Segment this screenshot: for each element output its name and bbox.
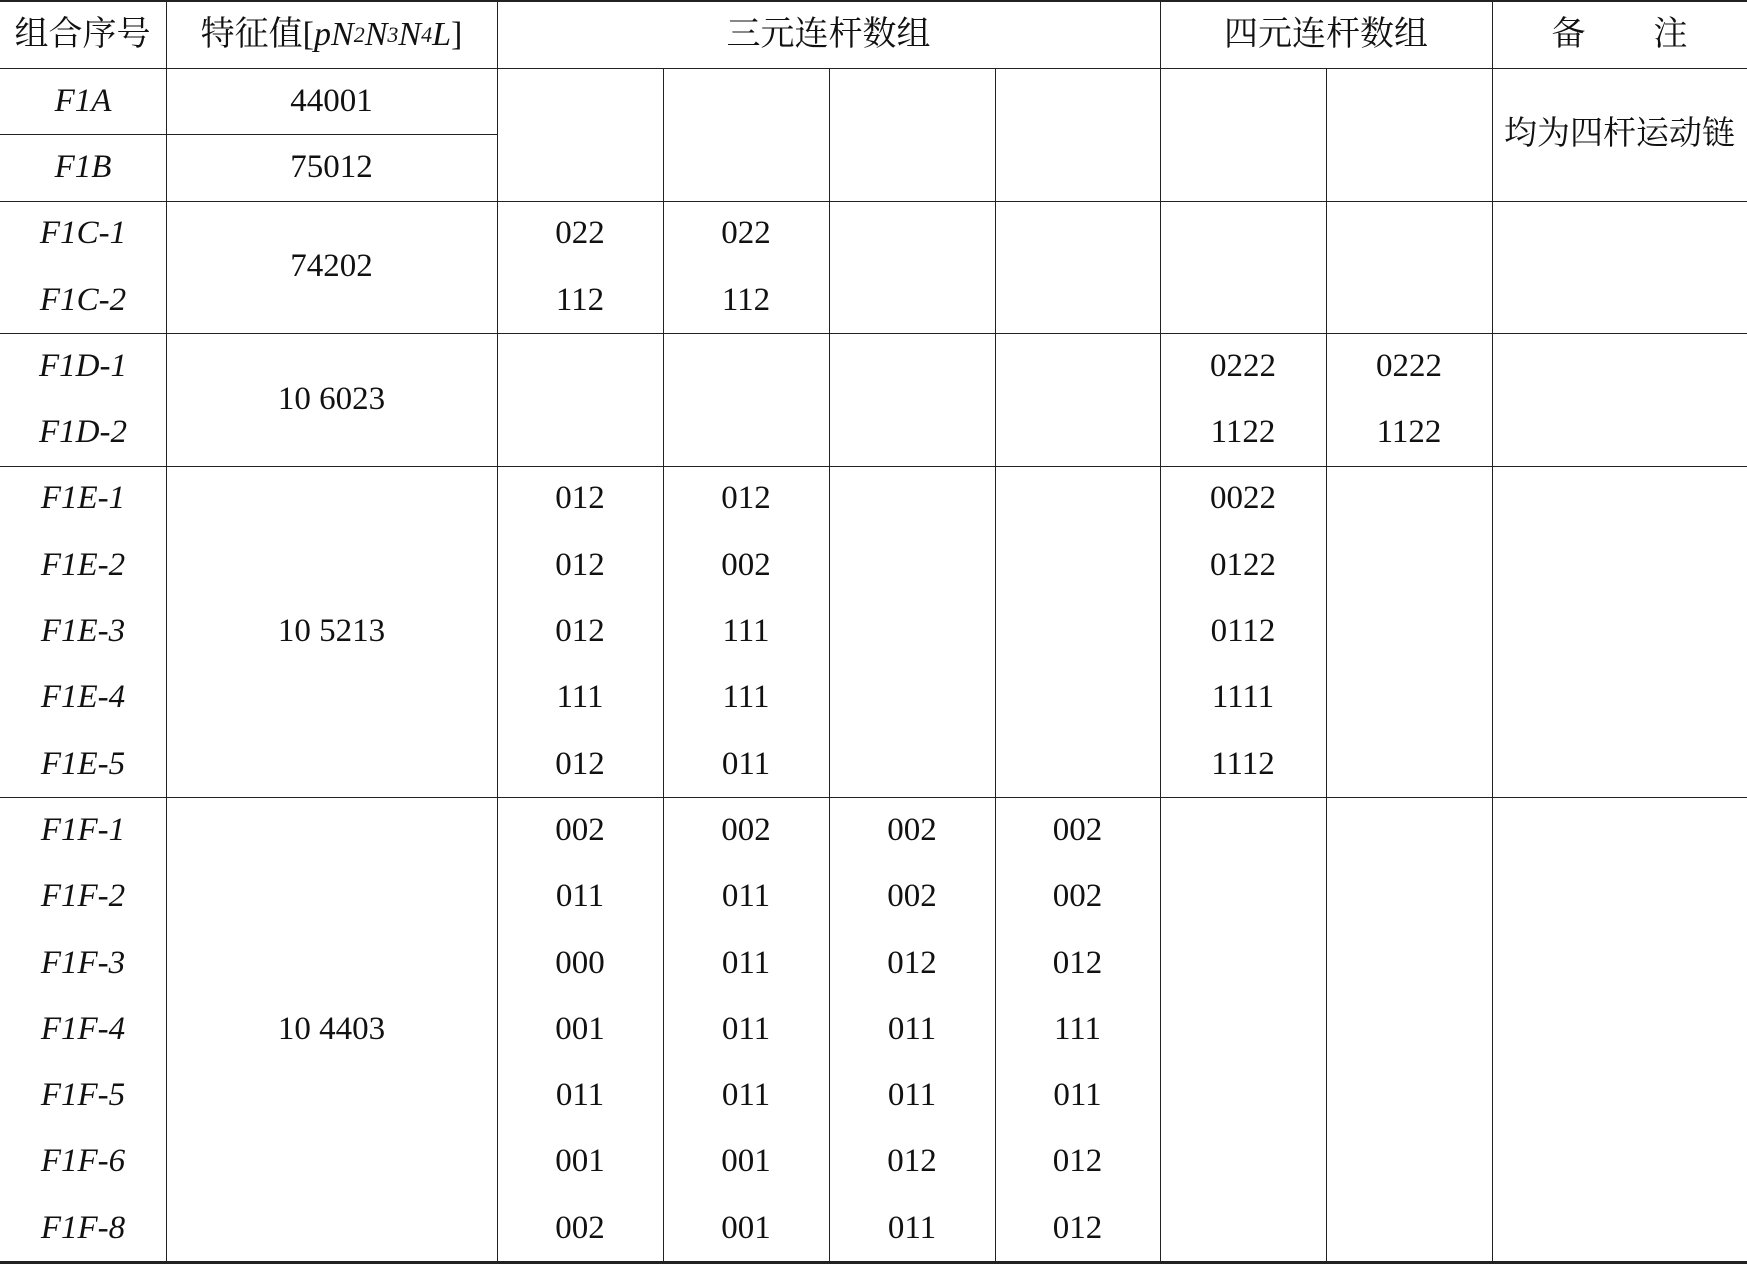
- ternary-value: 112: [555, 281, 605, 318]
- row-id: F1D-1: [39, 347, 127, 384]
- row-id: F1F-1: [40, 811, 126, 848]
- ternary-value: 011: [721, 944, 771, 981]
- ternary-value: 001: [721, 1143, 771, 1180]
- ternary-value: 111: [556, 679, 604, 716]
- feature-value: 74202: [290, 248, 373, 285]
- ternary-value: 011: [721, 1010, 771, 1047]
- ternary-value: 012: [1052, 1209, 1103, 1246]
- ternary-value: 011: [555, 1077, 605, 1114]
- table-top-border: [0, 0, 1747, 2]
- feature-n4: N: [398, 16, 422, 53]
- feature-value: 10 6023: [277, 380, 386, 417]
- row-separator: [0, 134, 497, 135]
- ternary-value: 022: [721, 215, 771, 252]
- row-id: F1F-2: [40, 878, 126, 915]
- row-id: F1F-4: [40, 1010, 126, 1047]
- quaternary-value: 1122: [1210, 414, 1276, 451]
- ternary-value: 111: [722, 613, 770, 650]
- ternary-value: 012: [887, 944, 937, 981]
- row-id: F1C-1: [39, 215, 127, 252]
- ternary-value: 011: [887, 1209, 937, 1246]
- quaternary-value: 0122: [1210, 546, 1276, 583]
- row-separator: [0, 201, 1747, 202]
- header-quaternary: 四元连杆数组: [1224, 16, 1428, 53]
- ternary-value: 012: [887, 1143, 937, 1180]
- feature-value: 10 5213: [277, 613, 386, 650]
- quaternary-value: 1122: [1376, 414, 1442, 451]
- column-separator: [1492, 0, 1493, 1261]
- ternary-value: 002: [1052, 811, 1103, 848]
- row-id: F1F-8: [40, 1209, 126, 1246]
- row-id: F1E-1: [40, 480, 126, 517]
- header-feature: [166, 2, 497, 68]
- ternary-value: 011: [721, 1077, 771, 1114]
- row-id: F1F-3: [40, 944, 126, 981]
- quaternary-value: 1112: [1211, 745, 1275, 782]
- feature-suffix: ]: [450, 16, 463, 53]
- ternary-value: 000: [555, 944, 605, 981]
- quaternary-value: 0112: [1210, 613, 1276, 650]
- feature-value: 75012: [290, 148, 373, 185]
- feature-p: p: [314, 16, 331, 53]
- column-separator: [1160, 0, 1161, 1261]
- ternary-value: 111: [1053, 1010, 1102, 1047]
- feature-n3-sub: 3: [387, 22, 399, 47]
- ternary-value: 012: [555, 480, 605, 517]
- ternary-value: 001: [555, 1143, 605, 1180]
- feature-prefix: 特征值[: [200, 16, 314, 53]
- ternary-value: 012: [1052, 1143, 1103, 1180]
- ternary-value: 002: [887, 878, 937, 915]
- ternary-value: 011: [555, 878, 605, 915]
- ternary-value: 012: [555, 546, 605, 583]
- ternary-value: 012: [555, 745, 605, 782]
- ternary-value: 011: [887, 1077, 937, 1114]
- ternary-value: 002: [1052, 878, 1103, 915]
- row-separator: [0, 466, 1747, 467]
- feature-n2: N: [331, 16, 354, 53]
- ternary-value: 002: [721, 811, 771, 848]
- ternary-value: 002: [887, 811, 937, 848]
- ternary-value: 022: [555, 215, 605, 252]
- column-separator: [829, 68, 830, 1261]
- row-id: F1D-2: [39, 414, 127, 451]
- ternary-value: 012: [555, 613, 605, 650]
- ternary-value: 111: [722, 679, 770, 716]
- column-separator: [995, 68, 996, 1261]
- row-id: F1E-3: [40, 613, 126, 650]
- ternary-value: 001: [555, 1010, 605, 1047]
- ternary-value: 011: [721, 878, 771, 915]
- row-id: F1C-2: [39, 281, 127, 318]
- feature-n4-sub: 4: [421, 22, 433, 47]
- remark-cell: 均为四杆运动链: [1504, 115, 1735, 152]
- column-separator: [166, 0, 167, 1261]
- row-id: F1F-5: [40, 1077, 126, 1114]
- ternary-value: 011: [1053, 1077, 1102, 1114]
- ternary-value: 011: [721, 745, 771, 782]
- row-id: F1E-5: [40, 745, 126, 782]
- feature-value: 10 4403: [277, 1010, 386, 1047]
- row-id: F1E-4: [40, 679, 126, 716]
- quaternary-value: 0022: [1210, 480, 1276, 517]
- row-id: F1B: [54, 148, 112, 185]
- ternary-value: 012: [1052, 944, 1103, 981]
- quaternary-value: 1111: [1211, 679, 1275, 716]
- row-id: F1A: [54, 82, 112, 119]
- column-separator: [497, 0, 498, 1261]
- column-separator: [663, 68, 664, 1261]
- ternary-value: 002: [555, 811, 605, 848]
- ternary-value: 002: [721, 546, 771, 583]
- ternary-value: 001: [721, 1209, 771, 1246]
- row-id: F1F-6: [40, 1143, 126, 1180]
- ternary-value: 002: [555, 1209, 605, 1246]
- quaternary-value: 0222: [1376, 347, 1442, 384]
- row-separator: [0, 797, 1747, 798]
- feature-n3: N: [364, 16, 388, 53]
- row-id: F1E-2: [40, 546, 126, 583]
- feature-l: L: [432, 16, 451, 53]
- row-separator: [0, 68, 1747, 69]
- ternary-value: 011: [887, 1010, 937, 1047]
- header-remark: 备 注: [1551, 16, 1688, 53]
- header-ternary: 三元连杆数组: [726, 16, 931, 53]
- ternary-value: 112: [721, 281, 771, 318]
- ternary-value: 012: [721, 480, 771, 517]
- feature-n2-sub: 2: [353, 22, 365, 47]
- quaternary-value: 0222: [1210, 347, 1276, 384]
- row-separator: [0, 333, 1747, 334]
- header-seq: 组合序号: [14, 16, 151, 53]
- feature-value: 44001: [290, 82, 373, 119]
- column-separator: [1326, 68, 1327, 1261]
